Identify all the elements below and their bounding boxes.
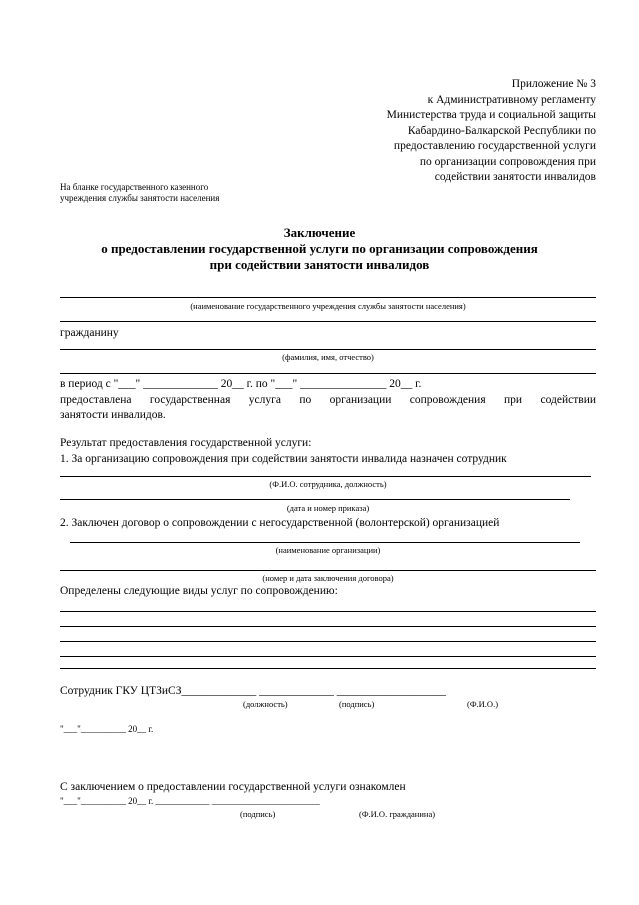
position-hint: (должность): [243, 699, 288, 709]
fio-line[interactable]: [60, 349, 596, 350]
blank-note: На бланке государственного казенного: [60, 182, 209, 192]
result-item-2: 2. Заключен договор о сопровождении с негосударственной (волонтерской) организацией: [60, 517, 500, 529]
employee-hint: (Ф.И.О. сотрудника, должность): [269, 479, 387, 489]
provided-text: предоставлена государственная услуга по организации сопровождения при содействии: [60, 394, 596, 406]
contract-line[interactable]: [60, 570, 596, 571]
date-line: "___"__________ 20__ г.: [60, 724, 154, 734]
period-line: в период с "___" _____________ 20__ г. по "___" _______________ 20__ г.: [60, 378, 422, 390]
contract-hint: (номер и дата заключения договора): [262, 573, 394, 583]
document-title: Заключение: [283, 225, 356, 240]
appendix-line: предоставлению государственной услуги: [393, 140, 596, 152]
employee-signature-line: Сотрудник ГКУ ЦТЗиСЗ_____________ _____________ ___________________: [60, 685, 446, 697]
document-subtitle: при содействии занятости инвалидов: [209, 257, 430, 272]
citizen-label: гражданину: [60, 327, 119, 339]
services-line[interactable]: [60, 668, 596, 669]
fio-short-hint: (Ф.И.О.): [467, 699, 499, 709]
signature-hint: (подпись): [339, 699, 375, 709]
signature-hint-2: (подпись): [240, 809, 276, 819]
result-label: Результат предоставления государственной услуги:: [60, 437, 312, 449]
appendix-line: содействии занятости инвалидов: [434, 171, 596, 183]
familiarized-text: С заключением о предоставлении государственной услуги ознакомлен: [60, 781, 406, 793]
services-line[interactable]: [60, 656, 596, 657]
organization-line[interactable]: [70, 542, 580, 543]
services-line[interactable]: [60, 641, 596, 642]
services-line[interactable]: [60, 626, 596, 627]
blank-note: учреждения службы занятости населения: [60, 193, 220, 203]
services-label: Определены следующие виды услуг по сопровождению:: [60, 585, 338, 597]
institution-hint: (наименование государственного учреждения службы занятости населения): [190, 301, 466, 311]
order-hint: (дата и номер приказа): [286, 503, 370, 513]
order-line[interactable]: [60, 499, 570, 500]
result-item-1: 1. За организацию сопровождения при содействии занятости инвалида назначен сотрудник: [60, 453, 507, 465]
fio-line-2[interactable]: [60, 373, 596, 374]
institution-line[interactable]: [60, 297, 596, 298]
appendix-number: Приложение № 3: [511, 78, 596, 90]
appendix-line: Кабардино-Балкарской Республики по: [407, 125, 596, 137]
employee-line[interactable]: [60, 476, 591, 477]
organization-hint: (наименование организации): [275, 545, 381, 555]
document-subtitle: о предоставлении государственной услуги по организации сопровождения: [101, 241, 538, 256]
familiarized-date-line: "___"__________ 20__ г. ____________ ________________________: [60, 796, 320, 806]
fio-citizen-hint: (Ф.И.О. гражданина): [359, 809, 436, 819]
appendix-line: по организации сопровождения при: [419, 156, 596, 168]
appendix-line: к Административному регламенту: [427, 94, 596, 106]
appendix-line: Министерства труда и социальной защиты: [386, 109, 596, 121]
fio-hint: (фамилия, имя, отчество): [282, 352, 374, 362]
provided-text-end: занятости инвалидов.: [60, 409, 166, 421]
services-line[interactable]: [60, 611, 596, 612]
institution-line-2[interactable]: [60, 321, 596, 322]
